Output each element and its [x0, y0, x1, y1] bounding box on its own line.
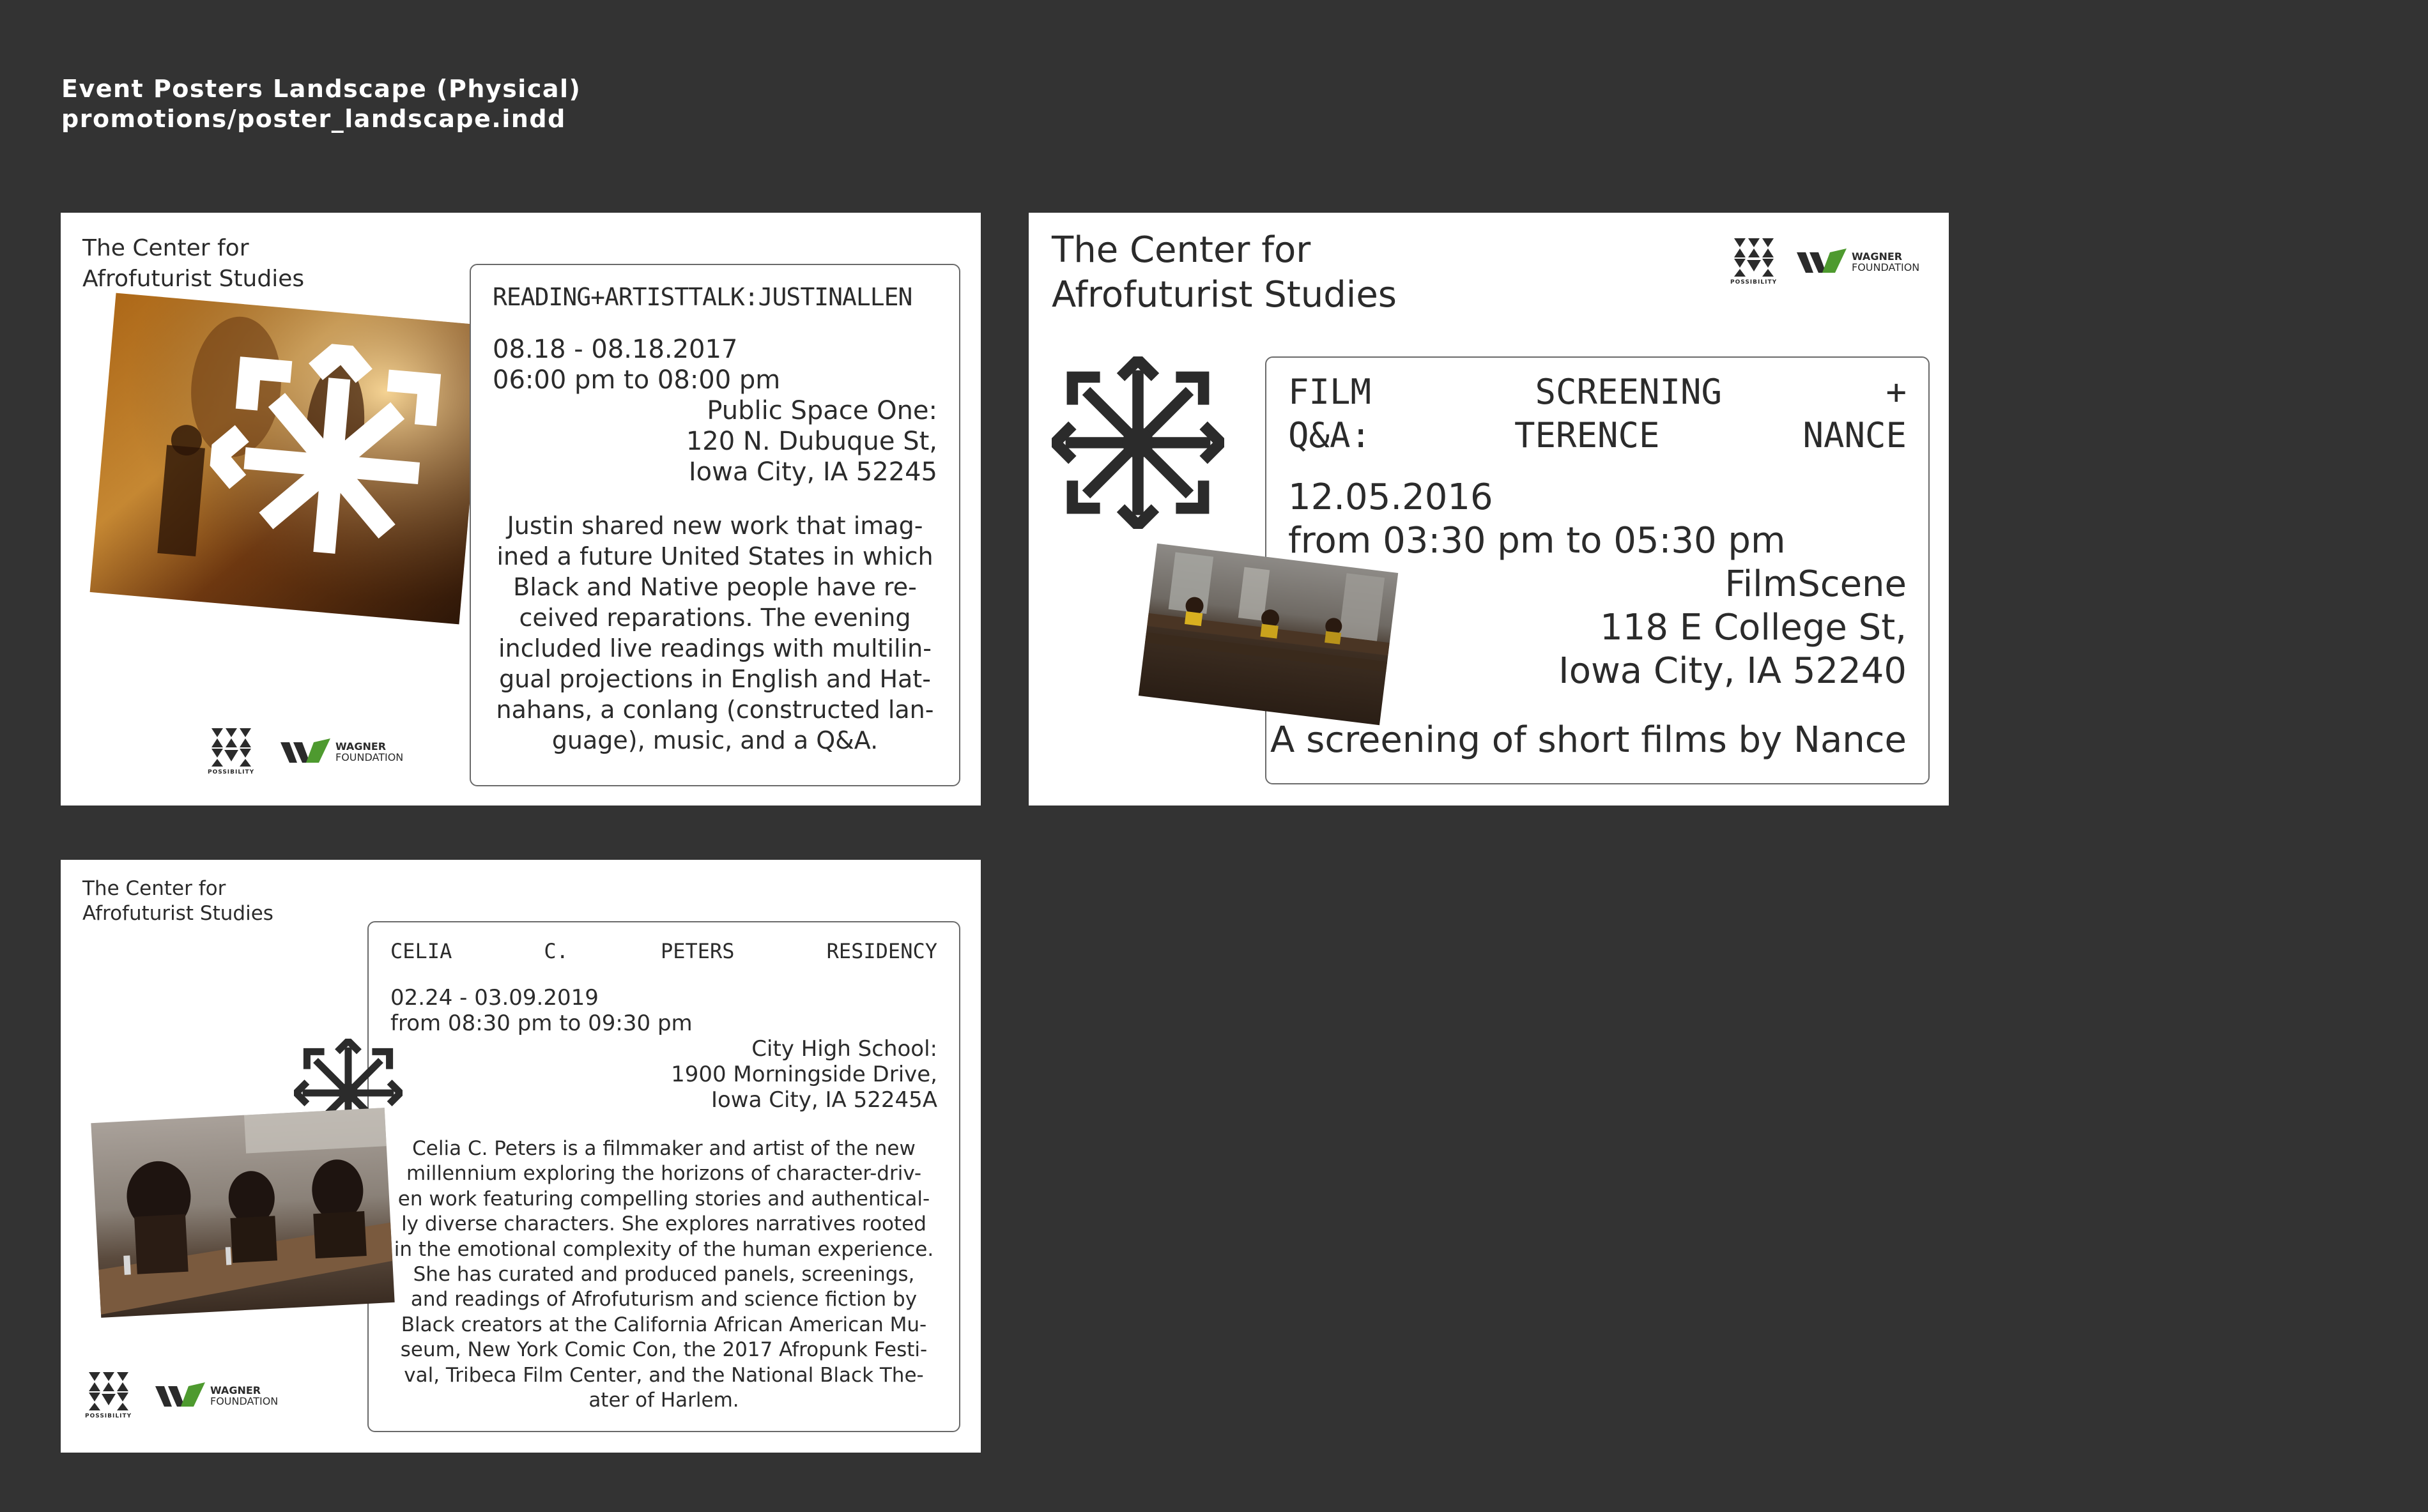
wagner-foundation-logo: WAGNER FOUNDATION — [280, 738, 403, 767]
file-path: promotions/poster_landscape.indd — [61, 105, 566, 133]
event-date: 08.18 - 08.18.2017 — [493, 335, 738, 364]
org-name: The Center for Afrofuturist Studies — [82, 877, 273, 925]
page-title: Event Posters Landscape (Physical) — [61, 75, 581, 103]
event-photo — [1139, 544, 1398, 726]
event-date: 02.24 - 03.09.2019 — [390, 985, 599, 1011]
event-time: from 03:30 pm to 05:30 pm — [1288, 520, 1786, 561]
org-name: The Center for Afrofuturist Studies — [1052, 229, 1397, 316]
arrows-overlay-icon — [200, 334, 463, 597]
event-description: A screening of short films by Nance — [1270, 719, 1907, 761]
possibility-logo: POSSIBILITY — [85, 1371, 132, 1422]
photo-audience — [1139, 544, 1398, 726]
afrofuturist-arrows-icon — [1052, 356, 1224, 529]
poster-residency — [61, 860, 981, 1453]
event-time: from 08:30 pm to 09:30 pm — [390, 1011, 693, 1036]
possibility-logo: POSSIBILITY — [208, 727, 255, 778]
page-header — [61, 74, 581, 134]
wagner-w-icon — [1797, 248, 1848, 277]
wagner-foundation-logo: WAGNER FOUNDATION — [1797, 248, 1919, 277]
wagner-w-icon — [155, 1382, 206, 1410]
poster-reading-artist-talk — [61, 213, 981, 806]
event-photo — [91, 1108, 394, 1318]
possibility-mark-icon — [208, 727, 255, 768]
sponsor-logos — [85, 1371, 278, 1422]
event-title: CELIA C. PETERS RESIDENCY — [390, 939, 937, 963]
org-name: The Center for Afrofuturist Studies — [82, 235, 305, 292]
event-photo — [90, 293, 486, 625]
possibility-mark-icon — [1730, 237, 1778, 278]
event-venue: FilmScene 118 E College St, Iowa City, IA 52240 — [1558, 563, 1907, 692]
possibility-mark-icon — [85, 1371, 132, 1412]
sponsor-logos — [1730, 237, 1919, 288]
event-venue: Public Space One: 120 N. Dubuque St, Iowa City, IA 52245 — [686, 396, 937, 487]
event-description: Celia C. Peters is a filmmaker and artist of the new millennium exploring the horizons of character-driv- en work featuring compelling stories and authentical- ly diverse characters. She explores narratives rooted in the emotional complexity of the human experience. She has curated and produced panels, screenings, and readings of Afrofuturism and science fiction by Black creators at the California African American Mu- seum, New York Comic Con, the 2017 Afropunk Festi- val, Tribeca Film Center, and the National Black The- ater of Harlem. — [394, 1137, 934, 1412]
photo-panel-discussion — [91, 1108, 394, 1318]
possibility-logo: POSSIBILITY — [1730, 237, 1778, 288]
poster-film-screening — [1029, 213, 1949, 806]
sponsor-logos — [208, 727, 403, 778]
wagner-w-icon — [280, 738, 332, 767]
event-venue: City High School: 1900 Morningside Drive, Iowa City, IA 52245A — [671, 1036, 937, 1113]
wagner-foundation-logo: WAGNER FOUNDATION — [155, 1382, 278, 1410]
event-info-panel — [470, 264, 960, 786]
event-date: 12.05.2016 — [1288, 477, 1493, 518]
event-description: Justin shared new work that imag- ined a future United States in which Black and Native people have re- ceived reparations. The evening included live readings with multilin- gual projections in English and Hat- nahans, a conlang (constructed lan- guage), music, and a Q&A. — [496, 512, 934, 754]
event-title: READING+ARTISTTALK:JUSTINALLEN — [493, 283, 912, 311]
event-title: FILM SCREENING + Q&A: TERENCE NANCE — [1288, 372, 1907, 455]
event-time: 06:00 pm to 08:00 pm — [493, 365, 781, 395]
event-info-panel — [367, 921, 960, 1432]
